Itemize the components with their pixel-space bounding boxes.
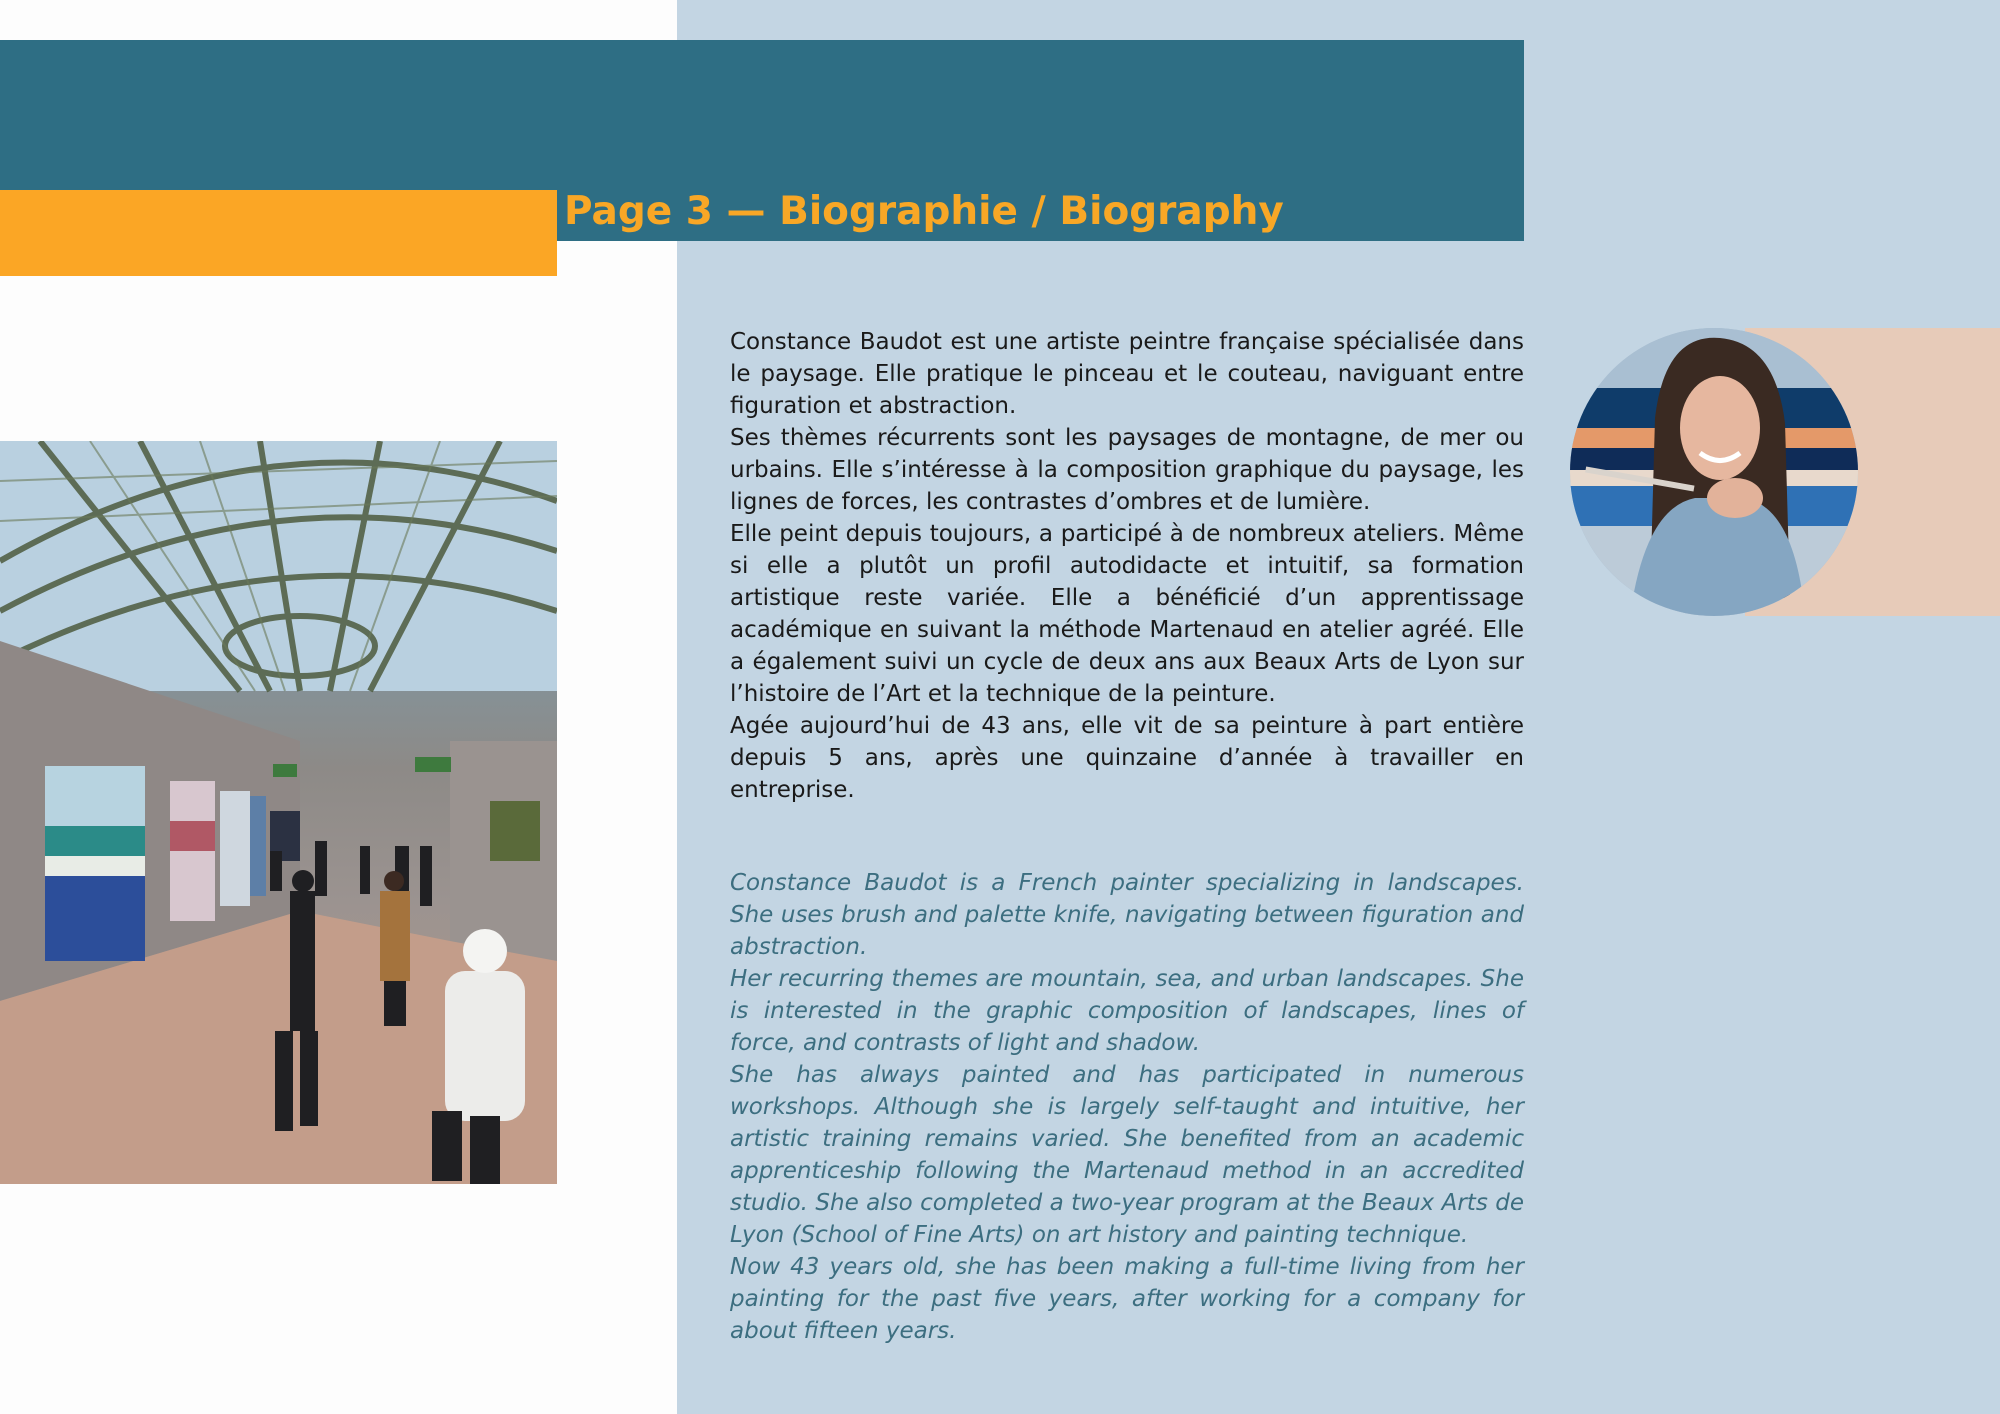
accent-bar — [0, 190, 557, 276]
bio-fr-paragraph-1: Constance Baudot est une artiste peintre française spécialisée dans le paysage. Elle pratique le pinceau et le couteau, naviguant entre figuration et abstraction. — [730, 329, 1524, 419]
bio-fr-paragraph-4: Agée aujourd’hui de 43 ans, elle vit de sa peinture à part entière depuis 5 ans, après une quinzaine d’année à travailler en entreprise. — [730, 713, 1524, 803]
page-title: Page 3 — Biographie / Biography — [564, 189, 1284, 234]
bio-en-paragraph-3: She has always painted and has participated in numerous workshops. Although she is largely self-taught and intuitive, her artistic training remains varied. She benefited from an academic apprenticeship following the Martenaud method in an accredited studio. She also completed a two-year program at the Beaux Arts de Lyon (School of Fine Arts) on art history and painting technique. — [730, 1062, 1524, 1248]
portrait-illustration — [1570, 328, 1858, 616]
bio-en-paragraph-1: Constance Baudot is a French painter specializing in landscapes. She uses brush and palette knife, navigating between figuration and abstraction. — [730, 870, 1524, 960]
biography-french — [730, 326, 1524, 806]
bio-en-paragraph-2: Her recurring themes are mountain, sea, and urban landscapes. She is interested in the graphic composition of landscapes, lines of force, and contrasts of light and shadow. — [730, 966, 1524, 1056]
gallery-illustration — [0, 441, 557, 1184]
bio-en-paragraph-4: Now 43 years old, she has been making a full-time living from her painting for the past five years, after working for a company for about fifteen years. — [730, 1254, 1524, 1344]
biography-english — [730, 867, 1524, 1347]
bio-fr-paragraph-2: Ses thèmes récurrents sont les paysages de montagne, de mer ou urbains. Elle s’intéresse à la composition graphique du paysage, les lignes de forces, les contrastes d’ombres et de lumière. — [730, 425, 1524, 515]
gallery-photo — [0, 441, 557, 1184]
bio-fr-paragraph-3: Elle peint depuis toujours, a participé à de nombreux ateliers. Même si elle a plutôt un profil autodidacte et intuitif, sa formation artistique reste variée. Elle a bénéficié d’un apprentissage académique en suivant la méthode Martenaud en atelier agréé. Elle a également suivi un cycle de deux ans aux Beaux Arts de Lyon sur l’histoire de l’Art et la technique de la peinture. — [730, 521, 1524, 707]
artist-portrait — [1570, 328, 1858, 616]
